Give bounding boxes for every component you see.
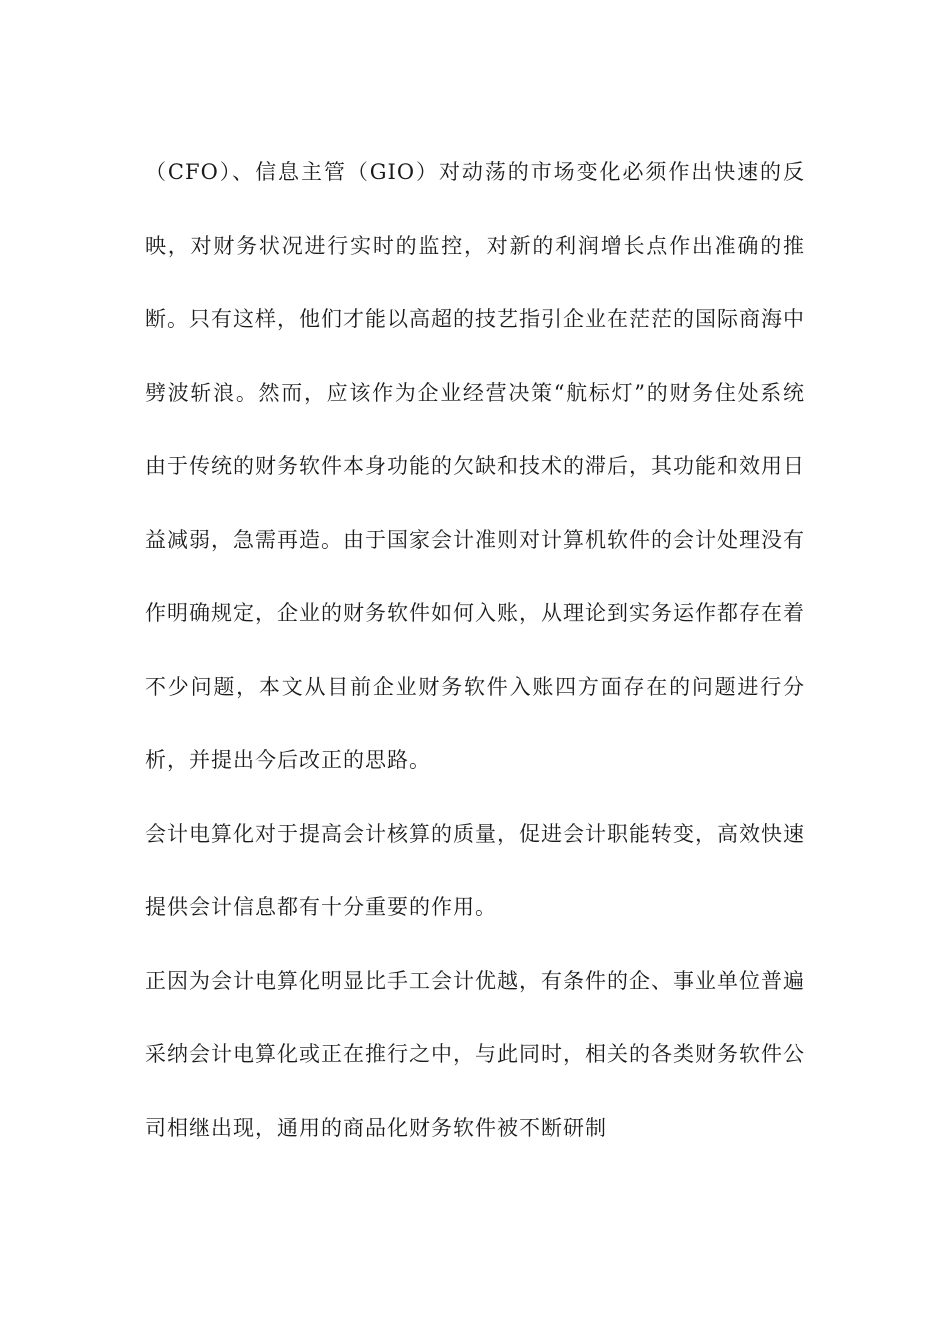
paragraph: 正因为会计电算化明显比手工会计优越，有条件的企、事业单位普遍采纳会计电算化或正在推行之中，与此同时，相关的各类财务软件公司相继出现，通用的商品化财务软件被不断研制	[145, 968, 805, 1140]
paragraph: （CFO）、信息主管（GIO）对动荡的市场变化必须作出快速的反映，对财务状况进行实时的监控，对新的利润增长点作出准确的推断。只有这样，他们才能以高超的技艺指引企业在茫茫的国际商海中劈波斩浪。然而，应该作为企业经营决策“航标灯”的财务住处系统由于传统的财务软件本身功能的欠缺和技术的滞后，其功能和效用日益减弱，急需再造。由于国家会计准则对计算机软件的会计处理没有作明确规定，企业的财务软件如何入账，从理论到实务运作都存在着不少问题，本文从目前企业财务软件入账四方面存在的问题进行分析，并提出今后改正的思路。	[145, 160, 805, 772]
paragraph: 会计电算化对于提高会计核算的质量，促进会计职能转变，高效快速提供会计信息都有十分重要的作用。	[145, 821, 805, 919]
document-body	[145, 136, 805, 1165]
